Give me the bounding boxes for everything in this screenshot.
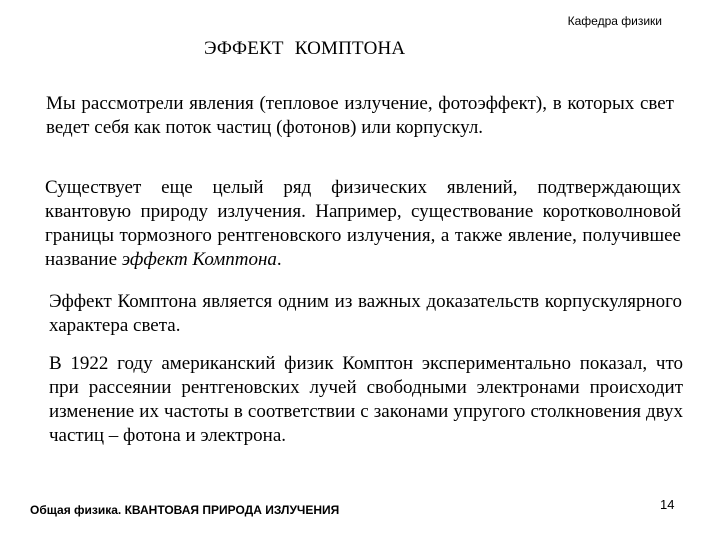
compton-effect-emphasis: эффект Комптона xyxy=(121,249,277,270)
department-label: Кафедра физики xyxy=(567,14,662,28)
course-footer: Общая физика. КВАНТОВАЯ ПРИРОДА ИЗЛУЧЕНИЯ xyxy=(30,503,340,517)
paragraph-compton-experiment: В 1922 году американский физик Комптон экспериментально показал, что при рассеянии рентгеновских лучей свободными электронами происходит изменение их частоты в соответствии с законами упругого столкновения двух частиц – фотона и электрона. xyxy=(49,353,683,446)
paragraph-quantum-end: . xyxy=(276,249,282,270)
paragraph-corpuscular-evidence: Эффект Комптона является одним из важных доказательств корпускулярного характера света. xyxy=(49,291,682,336)
paragraph-photons: Мы рассмотрели явления (тепловое излучение, фотоэффект), в которых свет ведет себя как поток частиц (фотонов) или корпускул. xyxy=(46,93,674,138)
paragraph-quantum-phenomena xyxy=(45,176,681,272)
page-number: 14 xyxy=(660,497,675,512)
slide-title: ЭФФЕКТ КОМПТОНА xyxy=(204,38,406,59)
paragraph-quantum-text: Существует еще целый ряд физических явлений, подтверждающих квантовую природу излучения. Например, существование коротковолновой границы тормозного рентгеновского излучения, а также явление, получившее название xyxy=(45,177,681,270)
